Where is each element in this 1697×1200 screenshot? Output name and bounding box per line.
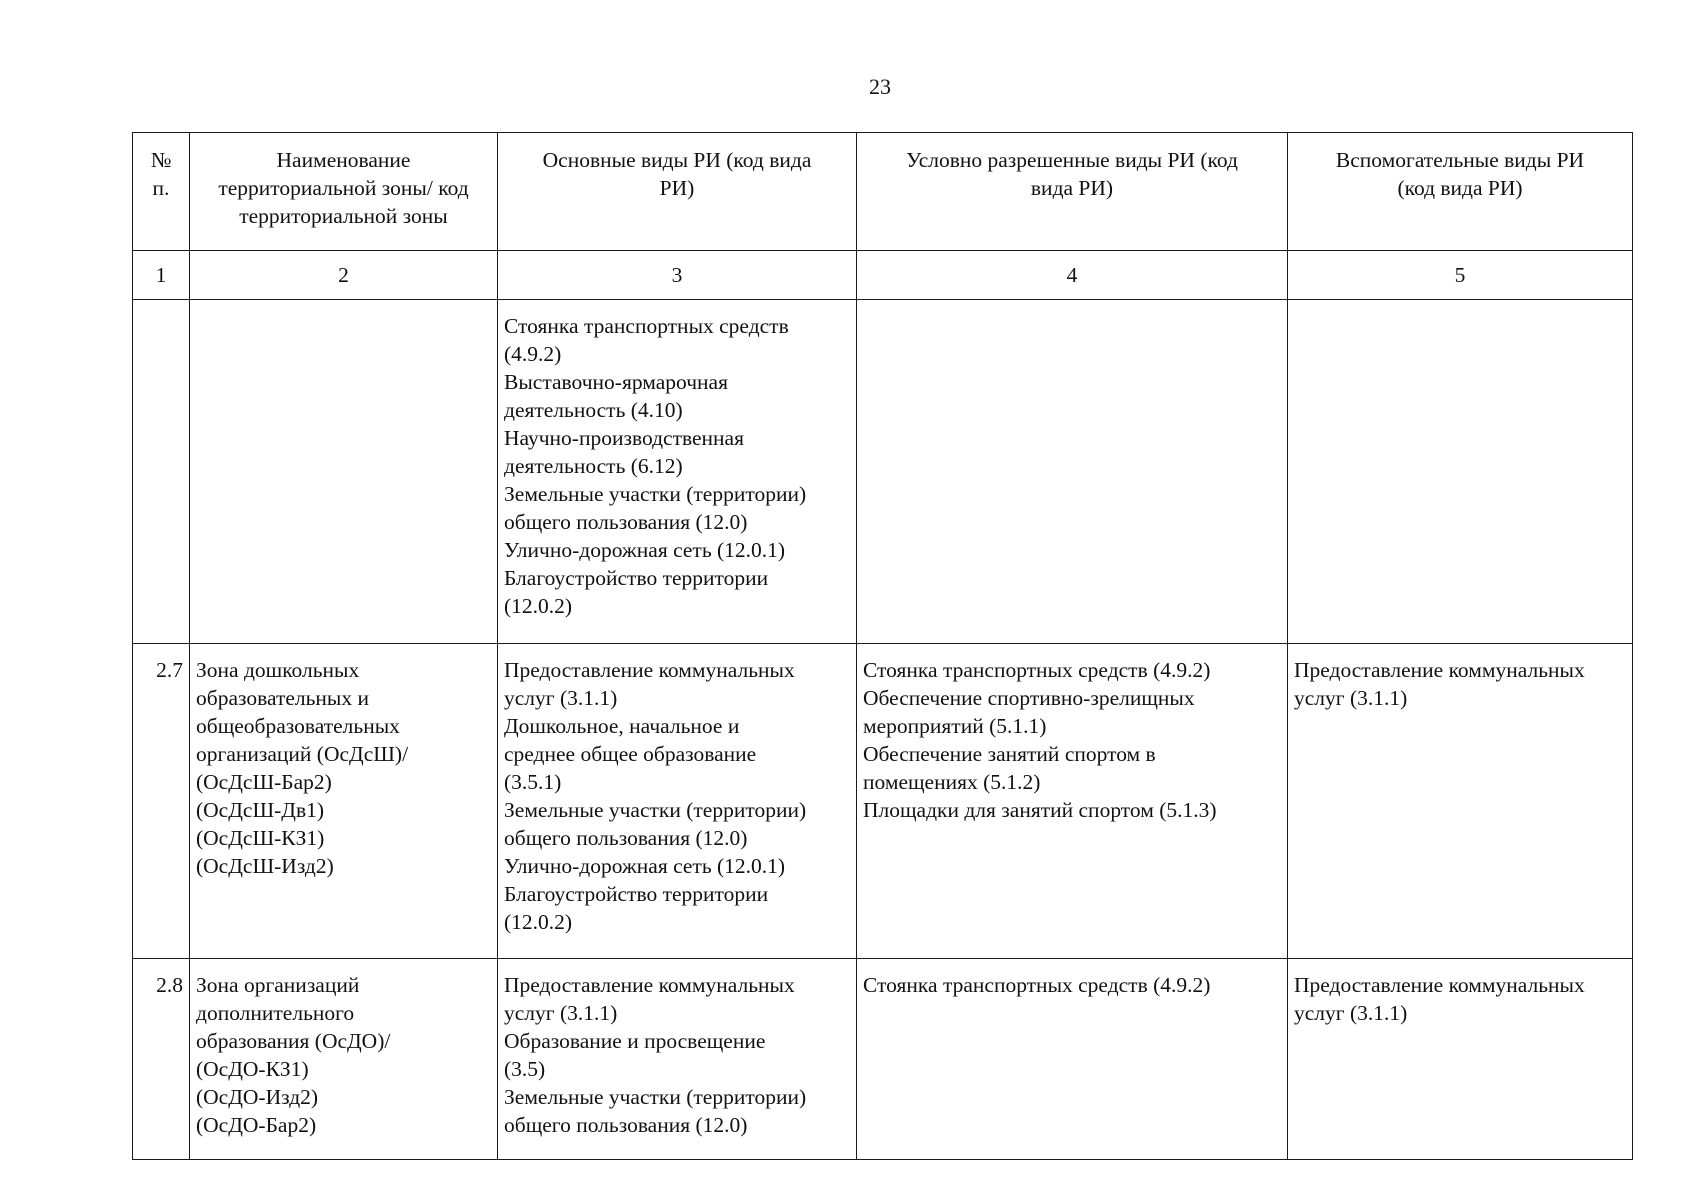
cell-line: услуг (3.1.1) — [504, 686, 618, 710]
cell-line: Стоянка транспортных средств — [504, 314, 789, 338]
cell-line: Обеспечение спортивно-зрелищных — [863, 686, 1195, 710]
table-header-row — [133, 133, 1633, 251]
cell-line: Зона дошкольных — [196, 658, 360, 682]
zone-name-cell — [190, 644, 498, 959]
cell-line: помещениях (5.1.2) — [863, 770, 1041, 794]
cell-line: деятельность (4.10) — [504, 398, 683, 422]
cell-line: (12.0.2) — [504, 910, 573, 934]
cell-line: Стоянка транспортных средств (4.9.2) — [863, 973, 1211, 997]
cell-line: (ОсДО-Изд2) — [196, 1085, 319, 1109]
cell-line: Выставочно-ярмарочная — [504, 370, 728, 394]
cell-line: (3.5.1) — [504, 770, 562, 794]
cell-line: (ОсДсШ-Дв1) — [196, 798, 325, 822]
header-line: Вспомогательные виды РИ — [1335, 148, 1585, 172]
zone-name-cell — [190, 300, 498, 644]
cell-line: (4.9.2) — [504, 342, 562, 366]
cell-line: общего пользования (12.0) — [504, 510, 748, 534]
header-line: Основные виды РИ (код вида — [542, 148, 812, 172]
cell-line: Предоставление коммунальных — [504, 658, 795, 682]
cell-line: Улично-дорожная сеть (12.0.1) — [504, 854, 786, 878]
cell-line: (ОсДсШ-Бар2) — [196, 770, 332, 794]
header-line: территориальной зоны/ код — [218, 176, 469, 200]
header-number — [133, 133, 190, 251]
main-uses-cell — [498, 959, 857, 1160]
cell-line: общего пользования (12.0) — [504, 1113, 748, 1137]
column-number: 4 — [857, 251, 1288, 300]
cell-line: (12.0.2) — [504, 594, 573, 618]
column-number: 1 — [133, 251, 190, 300]
main-uses-cell — [498, 300, 857, 644]
cell-line: Предоставление коммунальных — [504, 973, 795, 997]
cell-line: Площадки для занятий спортом (5.1.3) — [863, 798, 1217, 822]
cell-line: (3.5) — [504, 1057, 546, 1081]
row-number: 2.8 — [133, 959, 190, 1160]
header-line: территориальной зоны — [239, 204, 448, 228]
page-number: 23 — [869, 74, 891, 99]
cell-line: Земельные участки (территории) — [504, 1085, 807, 1109]
auxiliary-uses-cell — [1288, 300, 1633, 644]
cell-line: Стоянка транспортных средств (4.9.2) — [863, 658, 1211, 682]
header-line: РИ) — [659, 176, 695, 200]
auxiliary-uses-cell — [1288, 959, 1633, 1160]
table-row — [133, 959, 1633, 1160]
cell-line: Образование и просвещение — [504, 1029, 766, 1053]
cell-line: мероприятий (5.1.1) — [863, 714, 1047, 738]
conditional-uses-cell — [857, 300, 1288, 644]
row-number — [133, 300, 190, 644]
column-number: 5 — [1288, 251, 1633, 300]
cell-line: среднее общее образование — [504, 742, 757, 766]
cell-line: услуг (3.1.1) — [1294, 1001, 1408, 1025]
cell-line: образования (ОсДО)/ — [196, 1029, 391, 1053]
cell-line: (ОсДО-Бар2) — [196, 1113, 317, 1137]
cell-line: деятельность (6.12) — [504, 454, 683, 478]
column-number: 2 — [190, 251, 498, 300]
column-number-row — [133, 251, 1633, 300]
cell-line: услуг (3.1.1) — [1294, 686, 1408, 710]
header-line: Наименование — [276, 148, 411, 172]
zone-name-cell — [190, 959, 498, 1160]
cell-line: дополнительного — [196, 1001, 355, 1025]
cell-line: Благоустройство территории — [504, 882, 769, 906]
cell-line: Зона организаций — [196, 973, 360, 997]
cell-line: (ОсДсШ-КЗ1) — [196, 826, 325, 850]
column-number: 3 — [498, 251, 857, 300]
cell-line: услуг (3.1.1) — [504, 1001, 618, 1025]
conditional-uses-cell — [857, 959, 1288, 1160]
cell-line: общего пользования (12.0) — [504, 826, 748, 850]
cell-line: Улично-дорожная сеть (12.0.1) — [504, 538, 786, 562]
main-uses-cell — [498, 644, 857, 959]
header-line: п. — [152, 176, 170, 200]
header-conditional-uses — [857, 133, 1288, 251]
cell-line: Научно-производственная — [504, 426, 744, 450]
cell-line: Благоустройство территории — [504, 566, 769, 590]
cell-line: Предоставление коммунальных — [1294, 658, 1585, 682]
table-row — [133, 644, 1633, 959]
cell-line: организаций (ОсДсШ)/ — [196, 742, 409, 766]
header-auxiliary-uses — [1288, 133, 1633, 251]
table-row — [133, 300, 1633, 644]
header-zone-name — [190, 133, 498, 251]
cell-line: образовательных и — [196, 686, 370, 710]
cell-line: (ОсДО-КЗ1) — [196, 1057, 309, 1081]
auxiliary-uses-cell — [1288, 644, 1633, 959]
header-line: вида РИ) — [1030, 176, 1114, 200]
row-number: 2.7 — [133, 644, 190, 959]
header-line: (код вида РИ) — [1397, 176, 1523, 200]
zoning-table — [132, 132, 1633, 1160]
cell-line: Земельные участки (территории) — [504, 482, 807, 506]
header-line: № — [150, 148, 172, 172]
cell-line: Земельные участки (территории) — [504, 798, 807, 822]
cell-line: Обеспечение занятий спортом в — [863, 742, 1156, 766]
header-line: Условно разрешенные виды РИ (код — [906, 148, 1238, 172]
cell-line: общеобразовательных — [196, 714, 400, 738]
cell-line: Дошкольное, начальное и — [504, 714, 740, 738]
cell-line: Предоставление коммунальных — [1294, 973, 1585, 997]
cell-line: (ОсДсШ-Изд2) — [196, 854, 334, 878]
conditional-uses-cell — [857, 644, 1288, 959]
header-main-uses — [498, 133, 857, 251]
